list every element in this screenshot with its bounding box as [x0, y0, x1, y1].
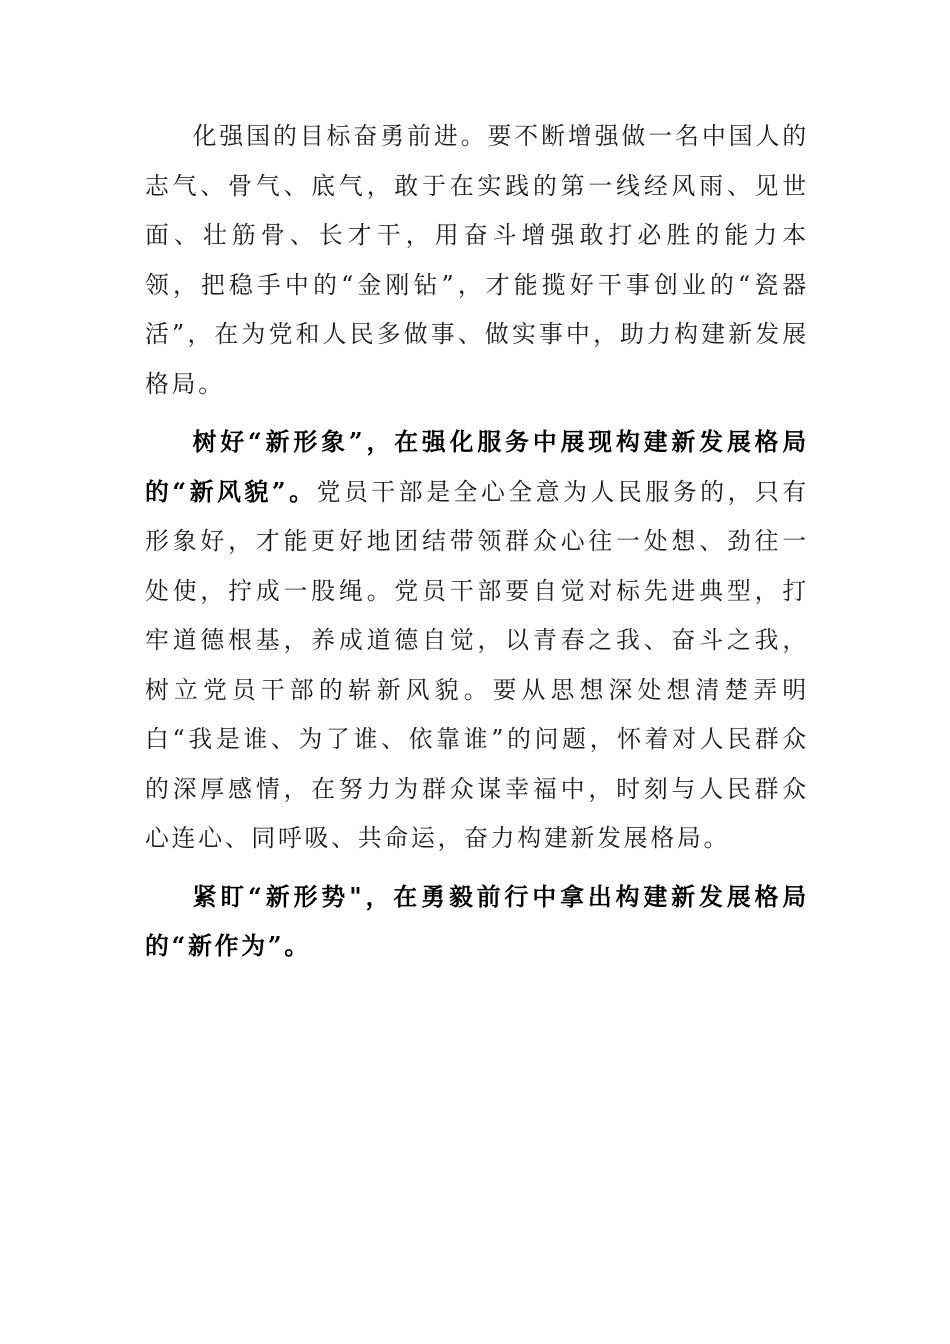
- paragraph-2-text: 党员干部是全心全意为人民服务的，只有形象好，才能更好地团结带领群众心往一处想、劲往一处使，拧成一股绳。党员干部要自觉对标先进典型，打牢道德根基，养成道德自觉，以青春之我、奋斗之我，树立党员干部的崭新风貌。要从思想深处想清楚弄明白“我是谁、为了谁、依靠谁”的问题，怀着对人民群众的深厚感情，在努力为群众谋幸福中，时刻与人民群众心连心、同呼吸、共命运，奋力构建新发展格局。: [145, 477, 809, 852]
- paragraph-1: [145, 112, 809, 409]
- paragraph-2: [145, 418, 809, 864]
- paragraph-3: [145, 873, 809, 972]
- paragraph-3-heading: 紧盯“新形势"，在勇毅前行中拿出构建新发展格局的“新作为”。: [145, 882, 809, 960]
- paragraph-2-heading: 树好“新形象”，在强化服务中展现构建新发展格局的“新风貌”。: [145, 428, 809, 506]
- document-body: [145, 112, 809, 972]
- paragraph-1-text: 化强国的目标奋勇前进。要不断增强做一名中国人的志气、骨气、底气，敢于在实践的第一线经风雨、见世面、壮筋骨、长才干，用奋斗增强敢打必胜的能力本领，把稳手中的“金刚钻”，才能揽好干事创业的“瓷器活”，在为党和人民多做事、做实事中，助力构建新发展格局。: [145, 122, 809, 398]
